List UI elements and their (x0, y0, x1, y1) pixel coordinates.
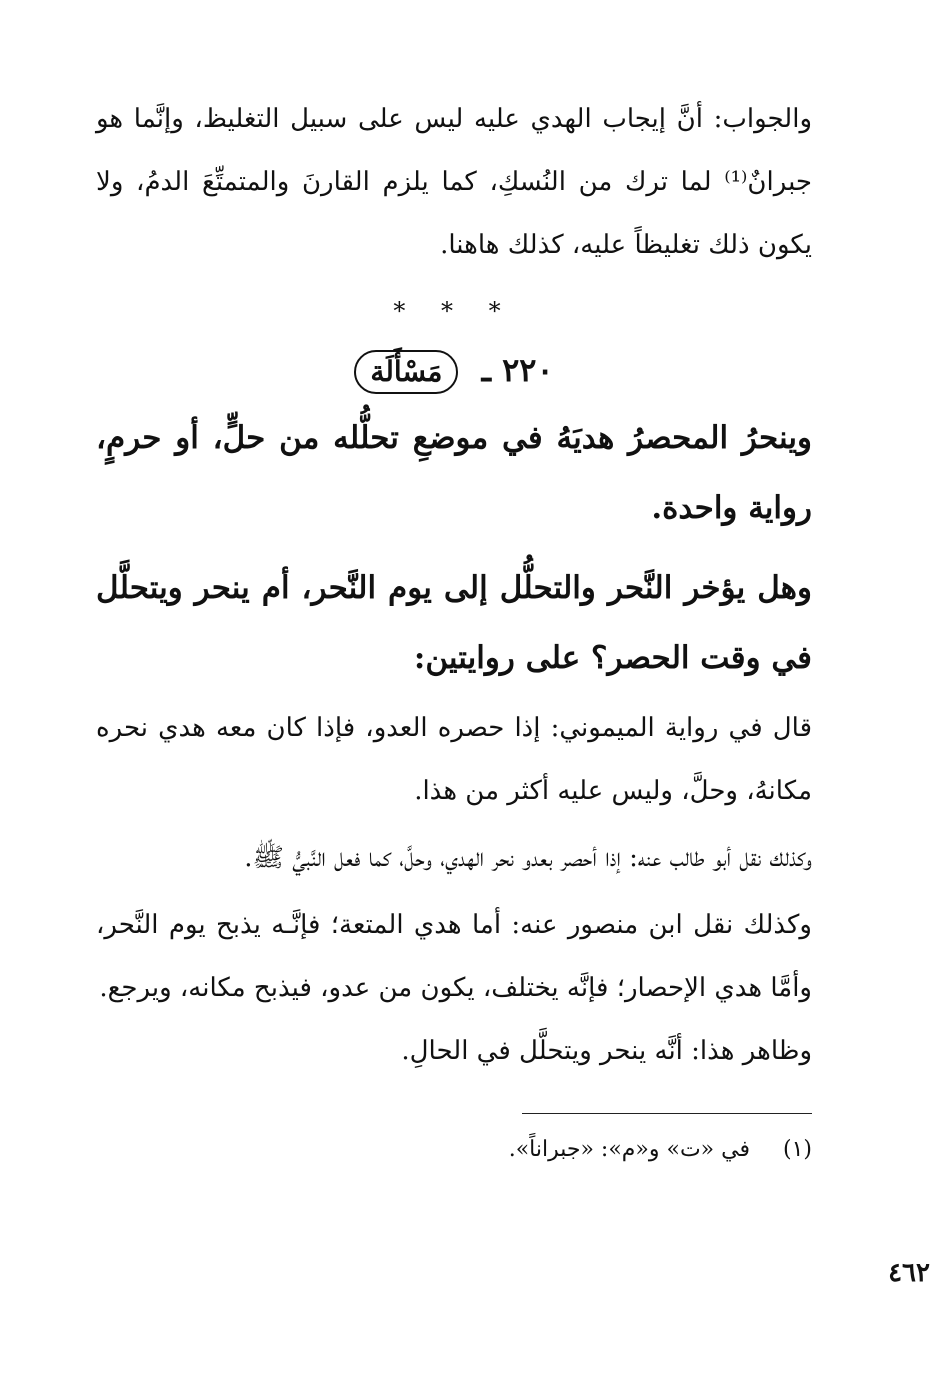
abu-talib-narration: وكذلك نقل أبو طالب عنه: إذا أحصر بعدو نحر الهدي، وحلَّ، كما فعل النَّبيُّ ﷺ. (244, 843, 812, 873)
maymuni-narration: قال في رواية الميموني: إذا حصره العدو، فإذا كان معه هدي نحره مكانهُ، وحلَّ، وليس عليه أكثر من هذا. (96, 713, 812, 806)
footnote (96, 1130, 812, 1170)
footnote-marker: (١) (782, 1137, 812, 1162)
conclusion-paragraph: وظاهر هذا: أنَّه ينحر ويتحلَّل في الحالِ. (401, 1036, 812, 1066)
section-separator: * * * (393, 297, 515, 325)
footnote-text: في «ت» و«م»: «جبراناً». (508, 1137, 750, 1162)
issue-heading (96, 341, 812, 399)
ruling-paragraph: وينحرُ المحصرُ هديَهُ في موضعِ تحلُّله من حلٍّ، أو حرمٍ، رواية واحدة. (96, 420, 812, 526)
question-paragraph: وهل يؤخر النَّحر والتحلُّل إلى يوم النَّحر، أم ينحر ويتحلَّل في وقت الحصر؟ على روايتين: (96, 570, 812, 676)
ibn-mansur-narration: وكذلك نقل ابن منصور عنه: أما هدي المتعة؛ فإنَّـه يذبح يوم النَّحر، وأمَّا هدي الإحصار؛ فإنَّه يختلف، يكون من عدو، فيذبح مكانه، ويرجع. (96, 910, 812, 1003)
page-number: ٤٦٢ (888, 1258, 930, 1288)
issue-number: ٢٢٠ ـ (481, 351, 554, 389)
issue-title-ornament: مَسْأَلَة (354, 350, 458, 394)
answer-paragraph: والجواب: أنَّ إيجاب الهدي عليه ليس على سبيل التغليظ، وإنَّما هو جبرانٌ⁽¹⁾ لما ترك من النُسكِ، كما يلزم القارنَ والمتمتِّعَ الدمُ، ولا يكون ذلك تغليظاً عليه، كذلك هاهنا. (96, 104, 812, 260)
footnote-divider (522, 1113, 812, 1114)
